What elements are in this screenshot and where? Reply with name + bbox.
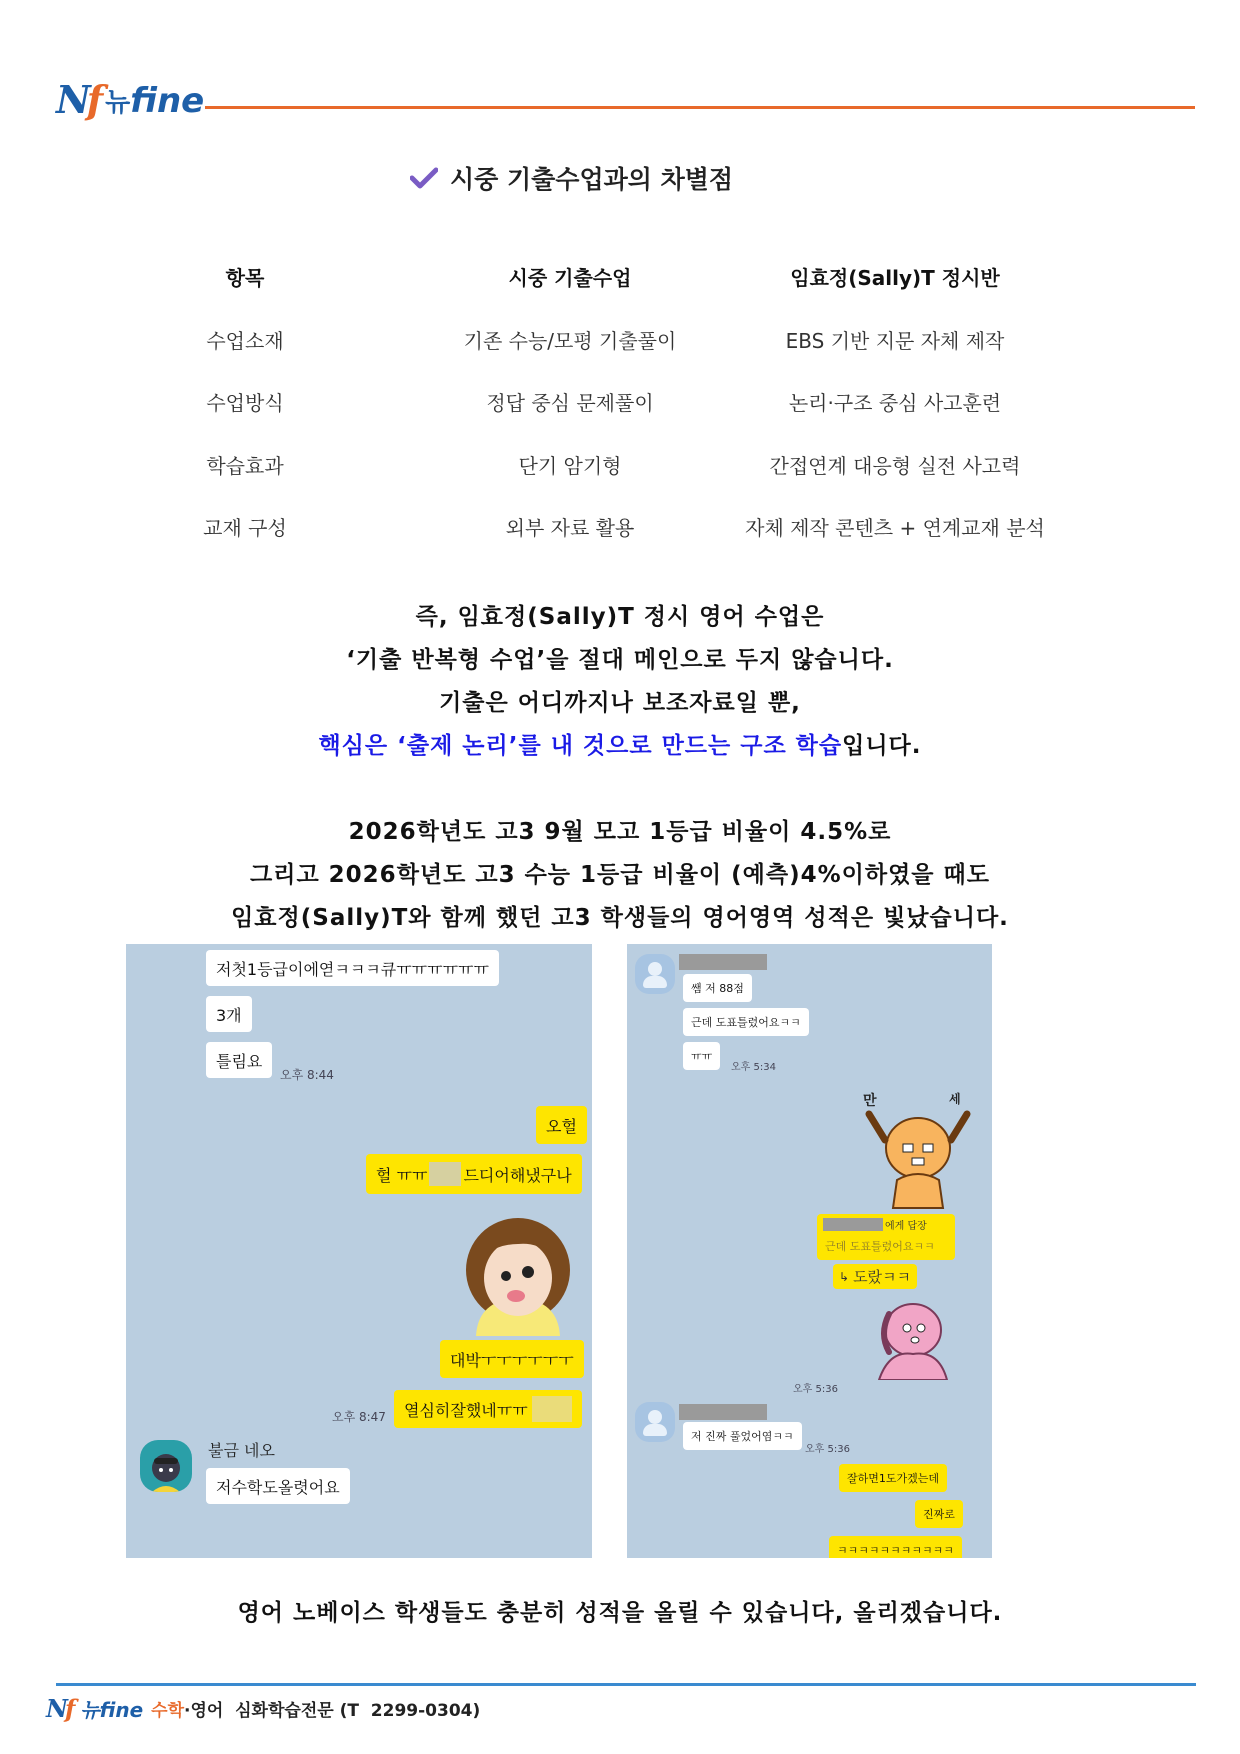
chat-reply-part: 헐 ㅠㅠ [376,1165,428,1185]
table-header-sally: 임효정(Sally)T 정시반 [790,266,1000,290]
chat-screenshot-1 [126,944,592,1558]
table-cell: 자체 제작 콘텐츠 + 연계교재 분석 [745,516,1045,540]
table-cell: 수업소재 [206,329,284,353]
section-title [410,160,733,196]
paragraph1-line3: 기출은 어디까지나 보조자료일 뿐, [439,690,801,716]
chat-time: 오후 5:34 [731,1062,776,1073]
sticker-girl [456,1214,580,1336]
chat-message: 틀림요 [206,1042,272,1078]
chat-message: ㅠㅠ [683,1042,720,1070]
chat-screenshot-2 [627,944,992,1558]
sticker-text: 세 [949,1092,961,1106]
check-icon [410,167,438,189]
footer-brand-kr: 뉴 [80,1698,100,1722]
chat-time: 오후 8:44 [280,1068,334,1082]
table-cell: 논리·구조 중심 사고훈련 [788,391,1002,415]
chat-message: 3개 [206,996,252,1032]
table-cell: 수업방식 [206,391,284,415]
blurred-name [679,1404,767,1420]
table-cell: 정답 중심 문제풀이 [486,391,654,415]
table-cell: 교재 구성 [203,516,287,540]
paragraph1-line4 [0,727,1240,760]
sticker-text: 만 [863,1093,877,1109]
chat-message: 저첫1등급이에엳ㅋㅋㅋ큐ㅠㅠㅠㅠㅠㅠ [206,950,499,986]
reply-text: 도랐ㅋㅋ [853,1268,912,1286]
default-avatar-icon [635,954,675,994]
blurred-name [823,1218,883,1231]
paragraph1-line2: ‘기출 반복형 수업’을 절대 메인으로 두지 않습니다. [346,647,894,673]
table-cell: 학습효과 [206,454,284,478]
chat-reply-part: 드디어해냈구나 [463,1165,572,1185]
chat-message: 저수학도올렷어요 [206,1468,350,1504]
footer-tagline [151,1696,480,1721]
blurred-name [679,954,767,970]
paragraph2-line1: 2026학년도 고3 9월 모고 1등급 비율이 4.5%로 [348,819,892,845]
reply-arrow-icon: ↳ [839,1269,850,1284]
chat-reply [366,1154,582,1194]
chat-reply [394,1390,582,1428]
chat-reply-part: 열심히잘했네ㅠㅠ [404,1400,528,1420]
default-avatar-icon [635,1402,675,1442]
sticker-cheer [863,1090,973,1210]
chat-message: 저 진짜 풀었어염ㅋㅋ [683,1422,802,1450]
paragraph2-line3: 임효정(Sally)T와 함께 했던 고3 학생들의 영어영역 성적은 빛났습니다. [231,905,1009,931]
footer-divider [56,1683,1196,1686]
chat-reply: ㅋㅋㅋㅋㅋㅋㅋㅋㅋㅋㅋ [829,1536,962,1558]
chat-reply: 진짜로 [915,1500,963,1528]
chat-message: 쌤 저 88점 [683,974,752,1002]
footer-logo-mark: Nf [46,1694,73,1723]
header-logo [56,76,204,120]
table-cell: 기존 수능/모평 기출풀이 [463,329,677,353]
reply-bubble-text [833,1264,917,1289]
paragraph2-line2: 그리고 2026학년도 고3 수능 1등급 비율이 (예측)4%이하였을 때도 [250,862,990,888]
chat-reply: 잘하면1도가겠는데 [839,1464,947,1492]
logo-brand-en: fine [130,81,205,121]
footer-subject-math: 수학 [151,1701,184,1721]
chat-reply: 오헐 [536,1106,587,1144]
sticker-think [859,1294,951,1380]
table-cell: 외부 자료 활용 [505,516,635,540]
header-divider [205,106,1195,109]
footer-brand [80,1694,143,1723]
logo-brand-kr: 뉴 [105,88,131,118]
chat-time: 오후 5:36 [805,1444,850,1455]
closing-line: 영어 노베이스 학생들도 충분히 성적을 올릴 수 있습니다, 올리겠습니다. [237,1600,1003,1626]
reply-bubble [817,1214,955,1260]
highlight-text: 핵심은 ‘출제 논리’를 내 것으로 만드는 구조 학습 [318,733,843,759]
chat-reply: 대박ㅜㅜㅜㅜㅜㅜ [440,1340,584,1378]
paragraph1-line4-rest: 입니다. [842,733,922,759]
reply-quote: 근데 도표틀렸어요ㅋㅋ [825,1240,935,1253]
footer-subject-rest: ·영어 심화학습전문 (T 2299-0304) [184,1701,481,1721]
reply-label: 에게 답장 [885,1221,927,1232]
chat-message: 근데 도표틀렸어요ㅋㅋ [683,1008,809,1036]
avatar-neo [140,1440,192,1492]
chat-time: 오후 5:36 [793,1384,838,1395]
blurred-name [429,1162,461,1186]
chat-sender-name: 불금 네오 [208,1441,275,1460]
table-cell: 단기 암기형 [518,454,622,478]
table-header-item: 항목 [225,266,265,290]
table-header-market: 시중 기출수업 [508,266,632,290]
paragraph1-line1: 즉, 임효정(Sally)T 정시 영어 수업은 [415,604,825,630]
table-cell: 간접연계 대응형 실전 사고력 [769,454,1021,478]
section-title-text: 시중 기출수업과의 차별점 [450,165,734,194]
table-cell: EBS 기반 지문 자체 제작 [785,329,1005,353]
footer [46,1694,480,1723]
chat-time: 오후 8:47 [332,1410,386,1424]
logo-mark: Nf [56,77,100,122]
footer-brand-en: fine [99,1698,144,1722]
blurred-name [532,1396,572,1422]
